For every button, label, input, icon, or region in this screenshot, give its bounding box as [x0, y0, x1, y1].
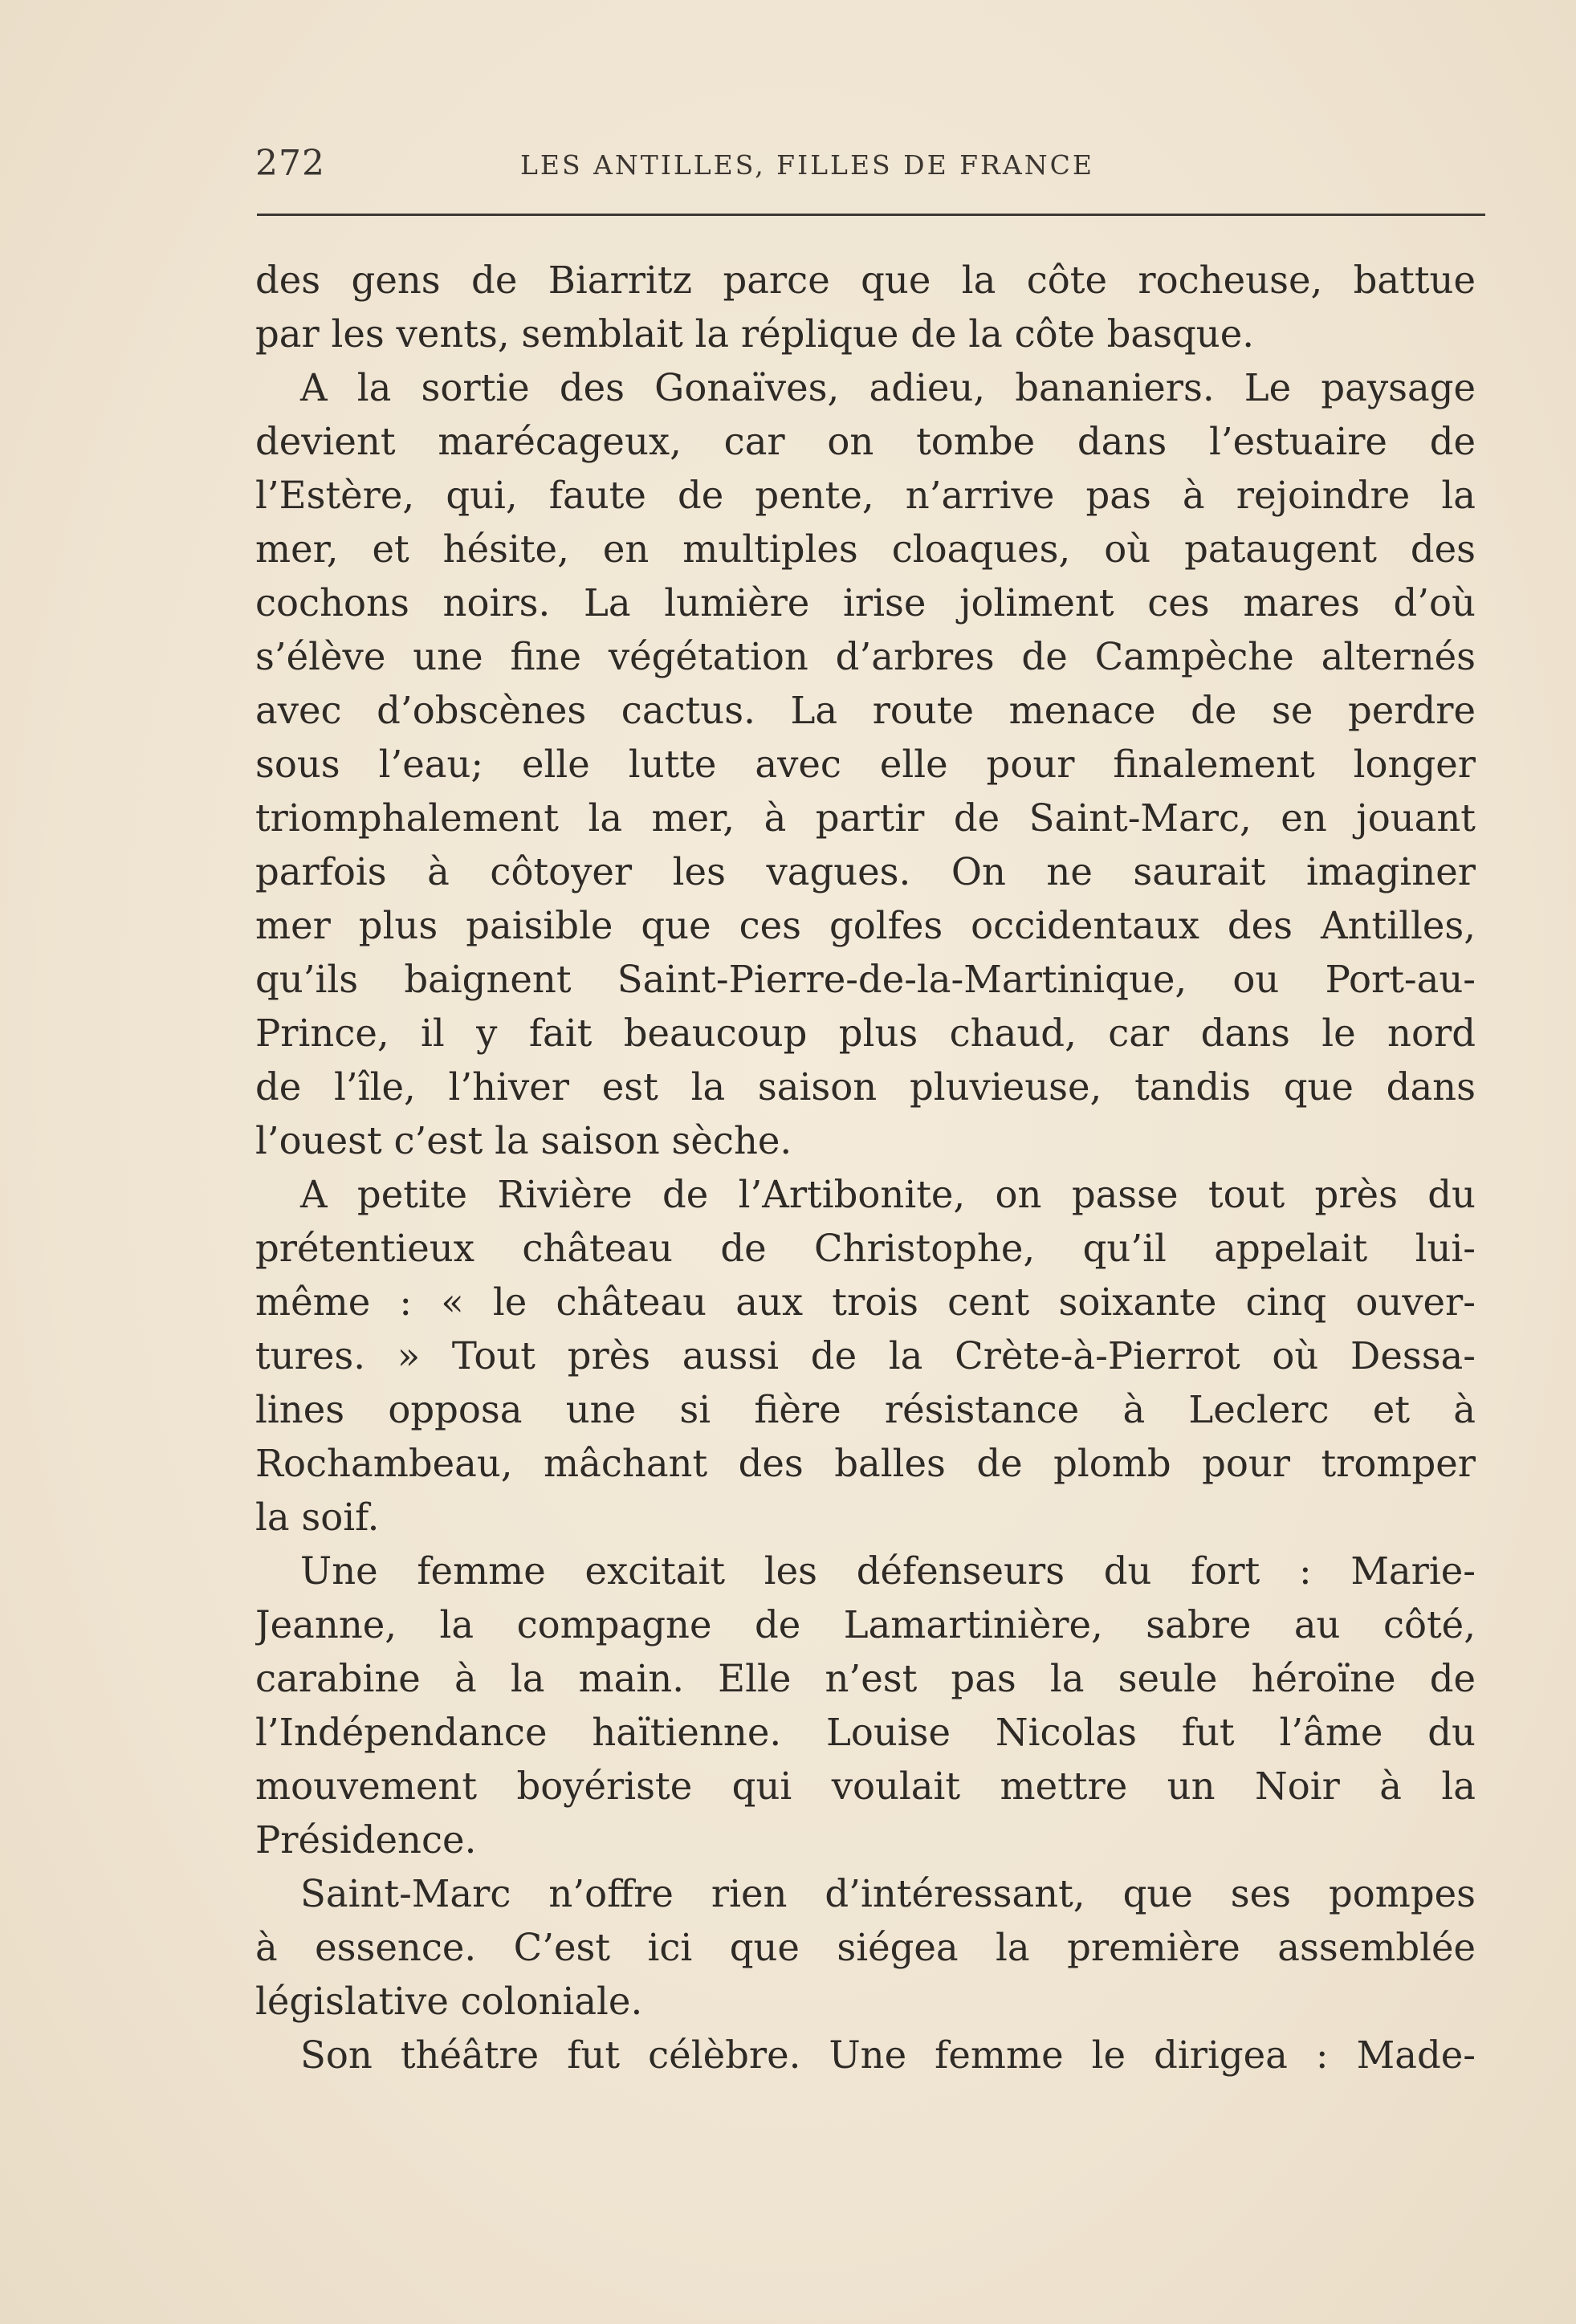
- text-line: s’élève une fine végétation d’arbres de Campèche alternés: [255, 635, 1476, 678]
- text-line: Jeanne, la compagne de Lamartinière, sabre au côté,: [255, 1603, 1476, 1646]
- text-line: lines opposa une si fière résistance à Leclerc et à: [255, 1388, 1476, 1431]
- text-line: l’ouest c’est la saison sèche.: [255, 1119, 792, 1162]
- page-number: 272: [255, 143, 325, 184]
- text-line: Présidence.: [255, 1818, 477, 1862]
- header-rule: [257, 214, 1485, 216]
- text-line: mer, et hésite, en multiples cloaques, où pataugent des: [255, 527, 1476, 571]
- text-line: triomphalement la mer, à partir de Saint-Marc, en jouant: [255, 796, 1476, 840]
- text-line: tures. » Tout près aussi de la Crète-à-Pierrot où Dessa-: [255, 1334, 1476, 1378]
- text-line: qu’ils baignent Saint-Pierre-de-la-Martinique, ou Port-au-: [255, 958, 1476, 1001]
- text-line: mouvement boyériste qui voulait mettre un Noir à la: [255, 1764, 1476, 1808]
- text-line: mer plus paisible que ces golfes occidentaux des Antilles,: [255, 904, 1476, 947]
- text-line: A petite Rivière de l’Artibonite, on passe tout près du: [300, 1173, 1476, 1216]
- text-line: Rochambeau, mâchant des balles de plomb pour tromper: [255, 1442, 1476, 1485]
- text-line: la soif.: [255, 1496, 380, 1539]
- text-line: des gens de Biarritz parce que la côte rocheuse, battue: [255, 258, 1476, 302]
- text-line: même : « le château aux trois cent soixante cinq ouver-: [255, 1280, 1476, 1324]
- text-line: A la sortie des Gonaïves, adieu, bananiers. Le paysage: [300, 366, 1476, 409]
- text-line: prétentieux château de Christophe, qu’il appelait lui-: [255, 1227, 1476, 1270]
- text-line: sous l’eau; elle lutte avec elle pour finalement longer: [255, 743, 1476, 786]
- text-line: Son théâtre fut célèbre. Une femme le dirigea : Made-: [300, 2033, 1476, 2077]
- text-line: l’Indépendance haïtienne. Louise Nicolas fut l’âme du: [255, 1711, 1476, 1754]
- text-line: carabine à la main. Elle n’est pas la seule héroïne de: [255, 1657, 1476, 1700]
- text-line: parfois à côtoyer les vagues. On ne saurait imaginer: [255, 850, 1476, 893]
- text-line: législative coloniale.: [255, 1980, 643, 2023]
- text-line: Saint-Marc n’offre rien d’intéressant, que ses pompes: [300, 1872, 1476, 1915]
- text-line: de l’île, l’hiver est la saison pluvieuse, tandis que dans: [255, 1065, 1476, 1109]
- text-line: par les vents, semblait la réplique de la côte basque.: [255, 312, 1255, 356]
- body-text: [255, 254, 1476, 2082]
- text-line: Prince, il y fait beaucoup plus chaud, car dans le nord: [255, 1011, 1476, 1055]
- text-line: l’Estère, qui, faute de pente, n’arrive pas à rejoindre la: [255, 474, 1476, 517]
- text-line: avec d’obscènes cactus. La route menace de se perdre: [255, 689, 1476, 732]
- text-line: cochons noirs. La lumière irise joliment ces mares d’où: [255, 581, 1476, 625]
- text-line: à essence. C’est ici que siégea la première assemblée: [255, 1926, 1476, 1969]
- running-title: LES ANTILLES, FILLES DE FRANCE: [520, 149, 1094, 181]
- text-line: Une femme excitait les défenseurs du fort : Marie-: [300, 1549, 1476, 1593]
- text-line: devient marécageux, car on tombe dans l’estuaire de: [255, 420, 1476, 463]
- running-head: [255, 143, 1476, 199]
